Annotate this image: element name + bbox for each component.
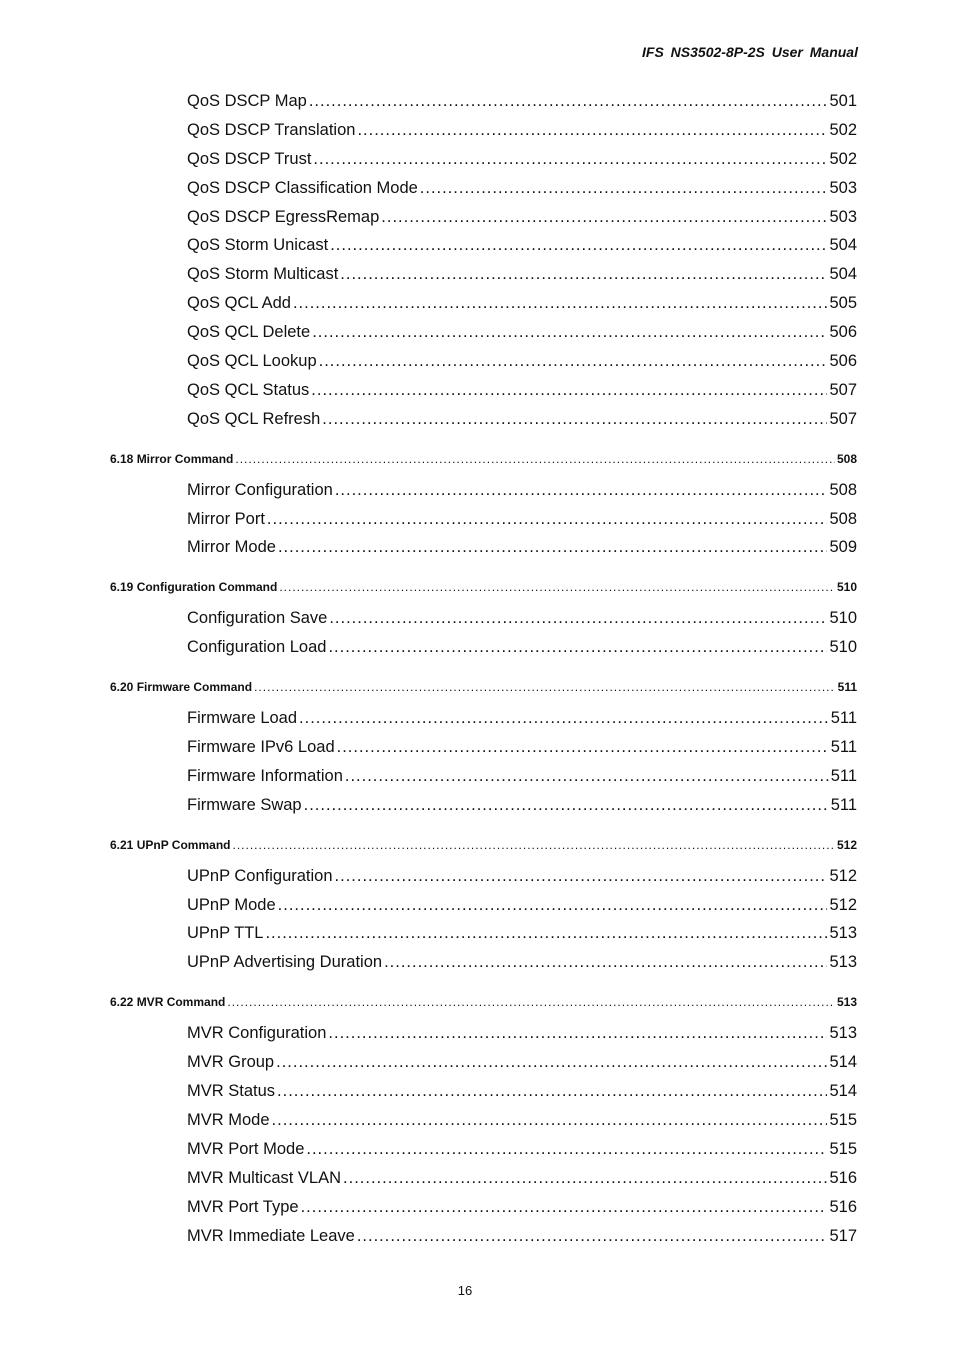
toc-entry-page: 511 bbox=[830, 738, 857, 757]
toc-entry[interactable] bbox=[187, 891, 857, 920]
toc-entry-page: 511 bbox=[830, 709, 857, 728]
toc-dot-leader bbox=[328, 633, 827, 662]
toc-entry-label: 6.20 Firmware Command bbox=[110, 680, 253, 695]
toc-entry-page: 510 bbox=[836, 580, 857, 595]
toc-dot-leader bbox=[299, 704, 829, 733]
toc-dot-leader bbox=[335, 476, 828, 505]
toc-entry-page: 512 bbox=[836, 837, 857, 852]
toc-entry-label: QoS Storm Unicast bbox=[187, 236, 329, 255]
toc-section-entry[interactable] bbox=[110, 835, 857, 855]
toc-entry-label: Firmware Swap bbox=[187, 795, 302, 814]
toc-entry-page: 505 bbox=[829, 294, 857, 313]
toc-dot-leader bbox=[340, 260, 827, 289]
toc-entry[interactable] bbox=[187, 505, 857, 534]
toc-dot-leader bbox=[279, 577, 835, 597]
toc-entry[interactable] bbox=[187, 260, 857, 289]
toc-entry[interactable] bbox=[187, 289, 857, 318]
toc-entry-label: Mirror Port bbox=[187, 509, 265, 528]
toc-entry[interactable] bbox=[187, 203, 857, 232]
toc-entry-page: 507 bbox=[829, 380, 857, 399]
toc-dot-leader bbox=[384, 948, 827, 977]
toc-dot-leader bbox=[277, 1077, 827, 1106]
toc-entry-page: 511 bbox=[830, 795, 857, 814]
toc-entry-label: MVR Port Type bbox=[187, 1197, 299, 1216]
page-header-title: IFS NS3502-8P-2S User Manual bbox=[642, 44, 858, 60]
toc-entry[interactable] bbox=[187, 1164, 857, 1193]
toc-entry[interactable] bbox=[187, 791, 857, 820]
toc-dot-leader bbox=[278, 891, 828, 920]
toc-dot-leader bbox=[254, 677, 836, 697]
toc-entry-label: QoS DSCP Map bbox=[187, 92, 307, 110]
toc-entry-page: 511 bbox=[830, 766, 857, 785]
toc-entry-label: QoS QCL Status bbox=[187, 380, 310, 399]
toc-entry[interactable] bbox=[187, 1222, 857, 1251]
toc-entry-label: MVR Port Mode bbox=[187, 1139, 305, 1158]
toc-entry-label: QoS Storm Multicast bbox=[187, 265, 339, 284]
toc-dot-leader bbox=[345, 762, 829, 791]
toc-entry-page: 501 bbox=[829, 92, 857, 110]
toc-entry-page: 503 bbox=[829, 207, 857, 226]
toc-dot-leader bbox=[335, 862, 828, 891]
toc-entry-label: MVR Status bbox=[187, 1082, 276, 1101]
toc-entry-label: 6.19 Configuration Command bbox=[110, 580, 278, 595]
toc-entry-label: 6.21 UPnP Command bbox=[110, 837, 231, 852]
toc-dot-leader bbox=[304, 791, 829, 820]
toc-entry-page: 504 bbox=[829, 236, 857, 255]
toc-entry-page: 513 bbox=[836, 995, 857, 1010]
toc-entry[interactable] bbox=[187, 733, 857, 762]
toc-entry-label: QoS DSCP EgressRemap bbox=[187, 207, 380, 226]
toc-section-entry[interactable] bbox=[110, 992, 857, 1012]
toc-entry-label: Firmware Load bbox=[187, 709, 298, 728]
toc-entry-page: 512 bbox=[829, 866, 857, 885]
toc-section-entry[interactable] bbox=[110, 577, 857, 597]
toc-dot-leader bbox=[309, 87, 828, 116]
toc-entry[interactable] bbox=[187, 862, 857, 891]
toc-entry[interactable] bbox=[187, 347, 857, 376]
toc-entry-label: 6.18 Mirror Command bbox=[110, 451, 234, 466]
toc-dot-leader bbox=[278, 533, 828, 562]
toc-entry-page: 502 bbox=[829, 149, 857, 168]
toc-dot-leader bbox=[267, 505, 828, 534]
toc-entry[interactable] bbox=[187, 145, 857, 174]
toc-entry-label: QoS QCL Add bbox=[187, 294, 291, 313]
toc-dot-leader bbox=[381, 203, 827, 232]
toc-section-entry[interactable] bbox=[110, 449, 857, 469]
toc-entry-label: Configuration Save bbox=[187, 609, 328, 628]
toc-dot-leader bbox=[265, 919, 827, 948]
toc-dot-leader bbox=[329, 604, 827, 633]
toc-entry-label: Firmware Information bbox=[187, 766, 343, 785]
toc-dot-leader bbox=[322, 405, 827, 434]
toc-entry[interactable] bbox=[187, 704, 857, 733]
toc-dot-leader bbox=[227, 992, 835, 1012]
toc-dot-leader bbox=[328, 1019, 827, 1048]
toc-entry-page: 502 bbox=[829, 120, 857, 139]
toc-entry-page: 503 bbox=[829, 178, 857, 197]
toc-entry-page: 511 bbox=[837, 680, 857, 695]
toc-dot-leader bbox=[293, 289, 828, 318]
toc-entry-page: 515 bbox=[829, 1139, 857, 1158]
toc-entry-label: MVR Immediate Leave bbox=[187, 1226, 355, 1245]
toc-entry[interactable] bbox=[187, 1106, 857, 1135]
toc-entry-page: 516 bbox=[829, 1168, 857, 1187]
toc-dot-leader bbox=[235, 449, 835, 469]
toc-dot-leader bbox=[312, 318, 827, 347]
toc-entry[interactable] bbox=[187, 476, 857, 505]
toc-entry-label: QoS DSCP Translation bbox=[187, 120, 356, 139]
toc-dot-leader bbox=[276, 1048, 827, 1077]
toc-section-entry[interactable] bbox=[110, 677, 857, 697]
toc-entry-label: QoS DSCP Classification Mode bbox=[187, 178, 418, 197]
toc-entry-page: 508 bbox=[829, 509, 857, 528]
toc-entry-label: UPnP Configuration bbox=[187, 866, 333, 885]
toc-entry-page: 508 bbox=[829, 480, 857, 499]
toc-entry-label: MVR Multicast VLAN bbox=[187, 1168, 342, 1187]
toc-entry[interactable] bbox=[187, 1019, 857, 1048]
toc-entry[interactable] bbox=[187, 919, 857, 948]
toc-dot-leader bbox=[232, 835, 834, 855]
toc-entry-page: 510 bbox=[829, 609, 857, 628]
page-number: 16 bbox=[457, 1283, 473, 1298]
toc-dot-leader bbox=[357, 1222, 828, 1251]
toc-entry-label: 6.22 MVR Command bbox=[110, 995, 226, 1010]
toc-dot-leader bbox=[301, 1193, 828, 1222]
toc-entry-page: 504 bbox=[829, 265, 857, 284]
toc-entry-page: 507 bbox=[829, 409, 857, 428]
toc-entry[interactable] bbox=[187, 1135, 857, 1164]
table-of-contents bbox=[0, 87, 954, 1250]
toc-entry-label: QoS DSCP Trust bbox=[187, 149, 312, 168]
toc-entry[interactable] bbox=[187, 633, 857, 662]
toc-entry-label: Firmware IPv6 Load bbox=[187, 738, 335, 757]
toc-entry[interactable] bbox=[187, 116, 857, 145]
toc-entry-page: 513 bbox=[829, 1024, 857, 1043]
toc-entry[interactable] bbox=[187, 1193, 857, 1222]
toc-entry-label: Configuration Load bbox=[187, 638, 327, 657]
toc-entry-label: MVR Mode bbox=[187, 1110, 270, 1129]
toc-entry-page: 513 bbox=[829, 953, 857, 972]
toc-dot-leader bbox=[343, 1164, 827, 1193]
toc-entry-label: MVR Configuration bbox=[187, 1024, 327, 1043]
toc-dot-leader bbox=[306, 1135, 827, 1164]
toc-entry-page: 510 bbox=[829, 638, 857, 657]
toc-entry-label: QoS QCL Delete bbox=[187, 323, 311, 342]
toc-entry[interactable] bbox=[187, 318, 857, 347]
toc-dot-leader bbox=[313, 145, 827, 174]
toc-dot-leader bbox=[330, 231, 827, 260]
toc-dot-leader bbox=[337, 733, 829, 762]
toc-entry-label: UPnP Mode bbox=[187, 895, 276, 914]
toc-entry-label: QoS QCL Lookup bbox=[187, 352, 317, 371]
toc-entry-page: 515 bbox=[829, 1110, 857, 1129]
toc-entry[interactable] bbox=[187, 405, 857, 434]
toc-entry-page: 512 bbox=[829, 895, 857, 914]
toc-dot-leader bbox=[357, 116, 827, 145]
toc-dot-leader bbox=[311, 376, 827, 405]
toc-entry-page: 509 bbox=[829, 538, 857, 557]
toc-entry[interactable] bbox=[187, 604, 857, 633]
toc-entry[interactable] bbox=[187, 948, 857, 977]
toc-entry-label: UPnP Advertising Duration bbox=[187, 953, 383, 972]
toc-entry[interactable] bbox=[187, 231, 857, 260]
toc-entry[interactable] bbox=[187, 533, 857, 562]
toc-entry-page: 516 bbox=[829, 1197, 857, 1216]
toc-dot-leader bbox=[272, 1106, 828, 1135]
toc-entry-page: 508 bbox=[836, 451, 857, 466]
toc-entry-label: QoS QCL Refresh bbox=[187, 409, 321, 428]
toc-entry-label: MVR Group bbox=[187, 1053, 275, 1072]
toc-entry[interactable] bbox=[187, 376, 857, 405]
toc-entry-page: 513 bbox=[829, 924, 857, 943]
toc-entry[interactable] bbox=[187, 174, 857, 203]
toc-entry[interactable] bbox=[187, 1048, 857, 1077]
toc-entry-page: 514 bbox=[829, 1082, 857, 1101]
toc-entry-page: 506 bbox=[829, 323, 857, 342]
toc-entry-label: UPnP TTL bbox=[187, 924, 264, 943]
toc-entry-page: 517 bbox=[829, 1226, 857, 1245]
toc-entry[interactable] bbox=[187, 87, 857, 116]
toc-entry[interactable] bbox=[187, 762, 857, 791]
toc-entry-label: Mirror Mode bbox=[187, 538, 276, 557]
toc-entry-label: Mirror Configuration bbox=[187, 480, 333, 499]
toc-entry-page: 506 bbox=[829, 352, 857, 371]
toc-dot-leader bbox=[319, 347, 828, 376]
toc-entry-page: 514 bbox=[829, 1053, 857, 1072]
toc-entry[interactable] bbox=[187, 1077, 857, 1106]
toc-dot-leader bbox=[420, 174, 828, 203]
